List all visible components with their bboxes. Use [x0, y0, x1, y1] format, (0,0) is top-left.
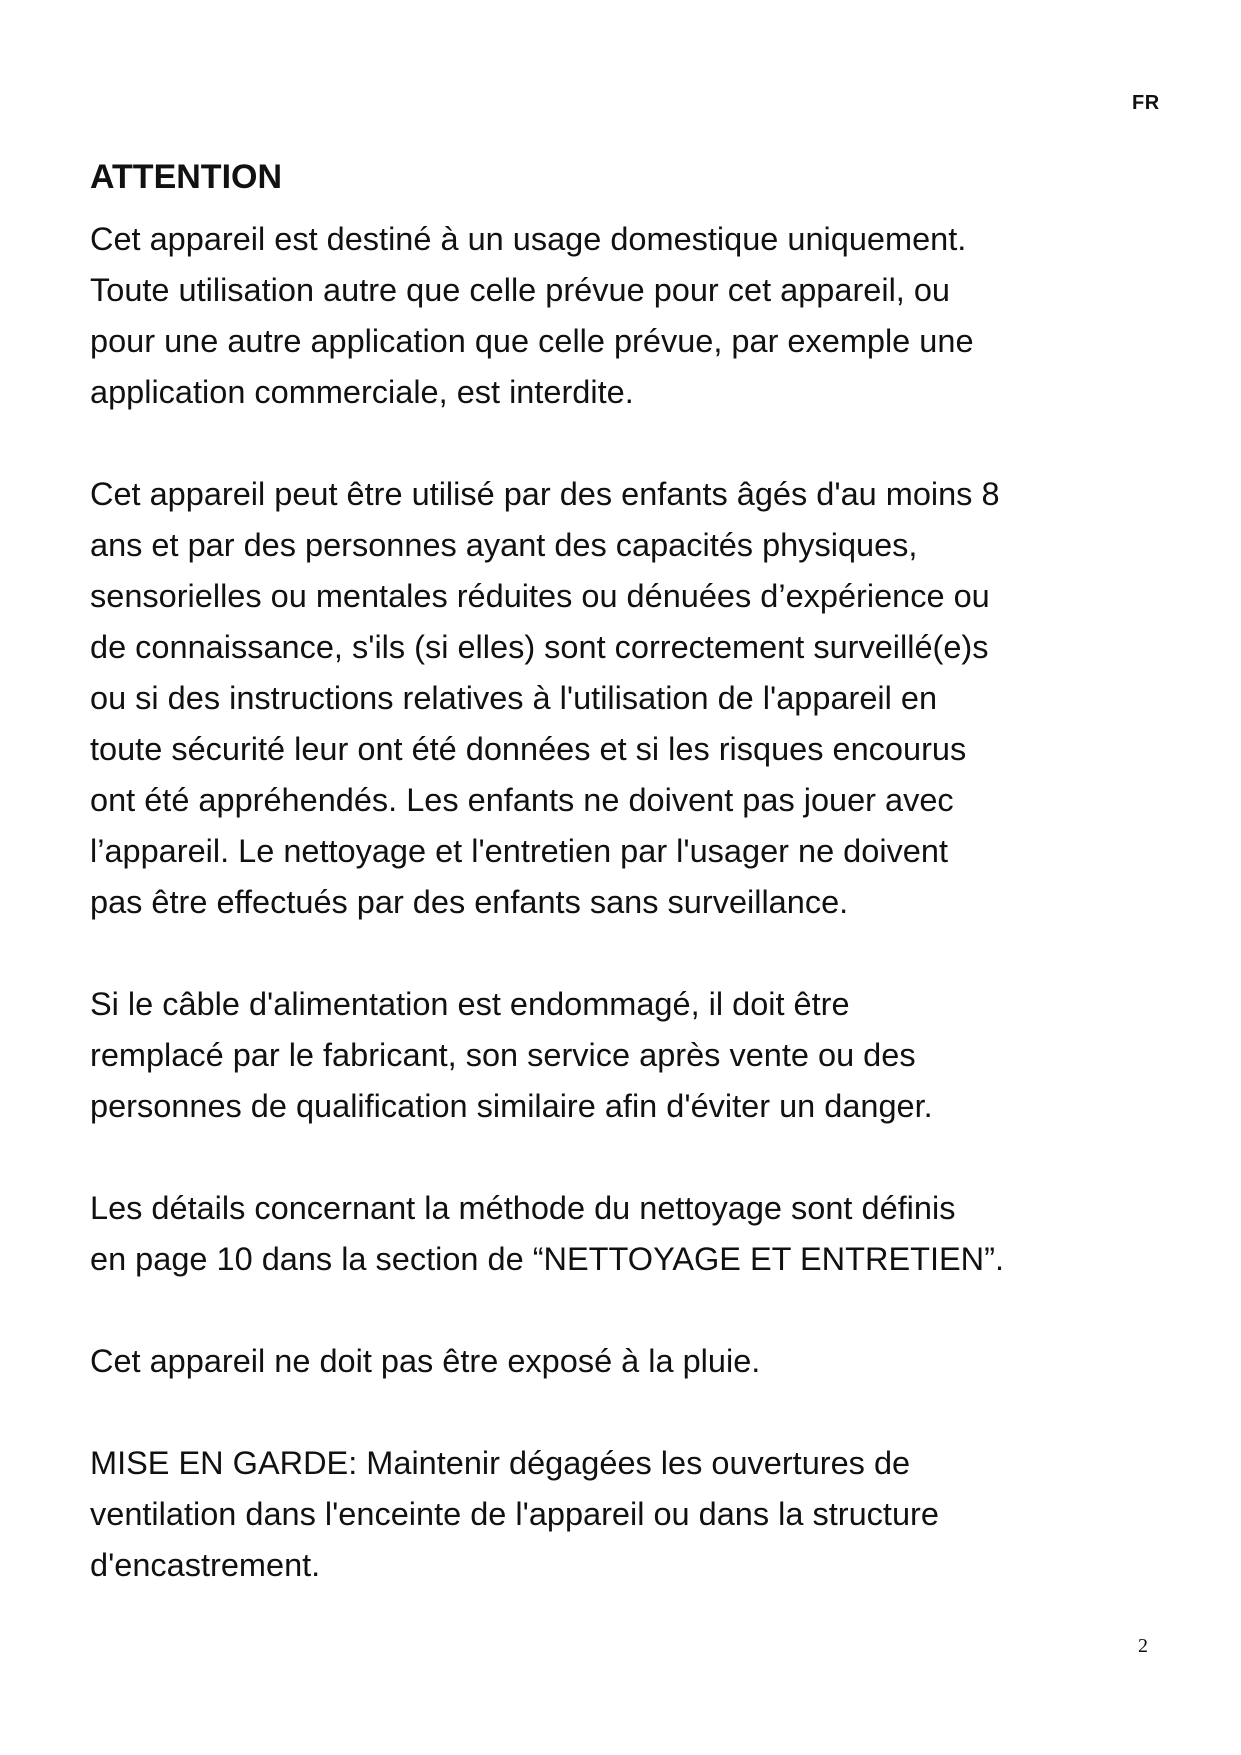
paragraph-domestic-use	[90, 214, 1170, 418]
text-line: sensorielles ou mentales réduites ou dénuées d’expérience ou	[90, 578, 990, 614]
text-line: Cet appareil peut être utilisé par des enfants âgés d'au moins 8	[90, 476, 1000, 512]
text-line: pour une autre application que celle prévue, par exemple une	[90, 323, 974, 359]
text-line: Si le câble d'alimentation est endommagé, il doit être	[90, 986, 850, 1022]
text-line: toute sécurité leur ont été données et si les risques encourus	[90, 731, 967, 767]
paragraph-rain-warning	[90, 1336, 1170, 1387]
text-line: ont été appréhendés. Les enfants ne doivent pas jouer avec	[90, 782, 954, 818]
text-line: de connaissance, s'ils (si elles) sont correctement surveillé(e)s	[90, 629, 989, 665]
paragraph-ventilation-warning	[90, 1438, 1170, 1591]
text-line: remplacé par le fabricant, son service après vente ou des	[90, 1037, 916, 1073]
document-content	[90, 150, 1170, 1591]
text-line: Les détails concernant la méthode du nettoyage sont définis	[90, 1190, 956, 1226]
section-heading: ATTENTION	[90, 158, 283, 196]
text-line: pas être effectués par des enfants sans surveillance.	[90, 884, 849, 920]
text-line: l’appareil. Le nettoyage et l'entretien par l'usager ne doivent	[90, 833, 948, 869]
text-line: d'encastrement.	[90, 1547, 321, 1583]
text-line: MISE EN GARDE: Maintenir dégagées les ouvertures de	[90, 1445, 911, 1481]
text-line: application commerciale, est interdite.	[90, 374, 634, 410]
language-code: FR	[1132, 92, 1160, 114]
text-line: Toute utilisation autre que celle prévue pour cet appareil, ou	[90, 272, 950, 308]
text-line: en page 10 dans la section de “NETTOYAGE ET ENTRETIEN”.	[90, 1241, 1004, 1277]
paragraph-cleaning-reference	[90, 1183, 1170, 1285]
text-line: ans et par des personnes ayant des capacités physiques,	[90, 527, 918, 563]
text-line: ventilation dans l'enceinte de l'appareil ou dans la structure	[90, 1496, 939, 1532]
paragraph-children-use	[90, 469, 1170, 928]
paragraph-power-cable	[90, 979, 1170, 1132]
text-line: Cet appareil ne doit pas être exposé à la pluie.	[90, 1343, 761, 1379]
text-line: personnes de qualification similaire afin d'éviter un danger.	[90, 1088, 933, 1124]
text-line: Cet appareil est destiné à un usage domestique uniquement.	[90, 221, 967, 257]
page-number: 2	[1138, 1635, 1148, 1657]
text-line: ou si des instructions relatives à l'utilisation de l'appareil en	[90, 680, 938, 716]
